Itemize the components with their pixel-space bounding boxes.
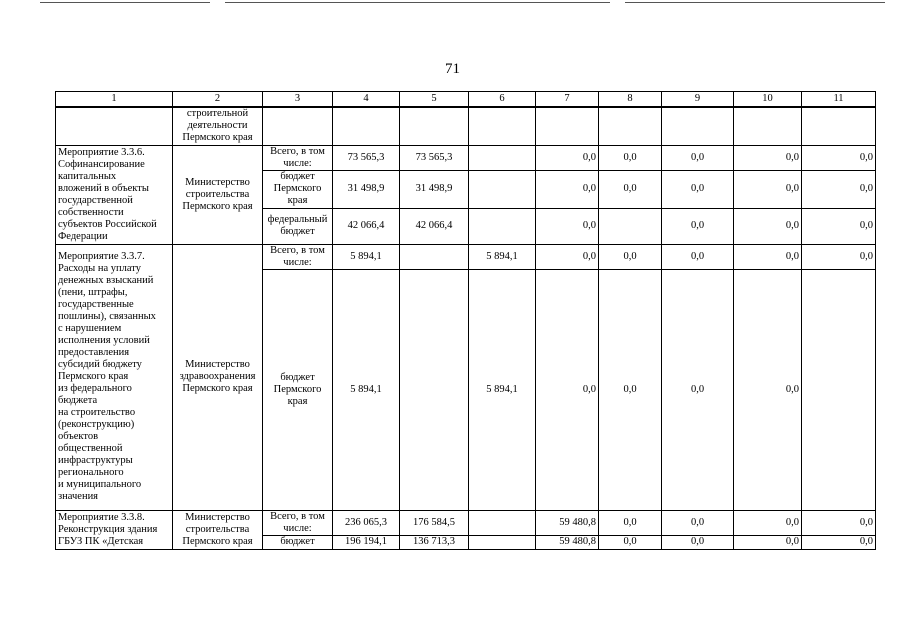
value-cell: 0,0 bbox=[599, 170, 662, 208]
value-cell bbox=[599, 208, 662, 244]
value-cell: 0,0 bbox=[662, 145, 734, 170]
value-cell bbox=[400, 269, 469, 510]
column-header: 6 bbox=[469, 92, 536, 108]
responsible-body-cell: Министерство строительства Пермского края bbox=[173, 145, 263, 244]
value-cell: 0,0 bbox=[662, 269, 734, 510]
measure-name-cell bbox=[56, 107, 173, 145]
value-cell: 0,0 bbox=[599, 269, 662, 510]
value-cell: 0,0 bbox=[536, 269, 599, 510]
responsible-body-cell: Министерство здравоохранения Пермского края bbox=[173, 244, 263, 510]
value-cell: 5 894,1 bbox=[469, 269, 536, 510]
measure-name-cell: Мероприятие 3.3.6. Софинансирование капитальных вложений в объекты государственной собственности субъектов Российской Федерации bbox=[56, 145, 173, 244]
value-cell: 0,0 bbox=[536, 145, 599, 170]
column-header: 8 bbox=[599, 92, 662, 108]
value-cell: 0,0 bbox=[734, 269, 802, 510]
table-row bbox=[56, 145, 876, 170]
value-cell bbox=[469, 208, 536, 244]
value-cell: 0,0 bbox=[802, 145, 876, 170]
value-cell: 0,0 bbox=[662, 244, 734, 269]
value-cell: 5 894,1 bbox=[333, 244, 400, 269]
value-cell: 0,0 bbox=[536, 244, 599, 269]
page-number: 71 bbox=[445, 61, 460, 77]
value-cell: 0,0 bbox=[802, 170, 876, 208]
value-cell: 0,0 bbox=[599, 510, 662, 535]
value-cell bbox=[802, 107, 876, 145]
funding-source-cell: Всего, в том числе: bbox=[263, 510, 333, 535]
funding-source-cell bbox=[263, 107, 333, 145]
value-cell: 0,0 bbox=[662, 208, 734, 244]
top-rule-middle bbox=[225, 2, 610, 3]
value-cell: 176 584,5 bbox=[400, 510, 469, 535]
column-header: 9 bbox=[662, 92, 734, 108]
value-cell: 196 194,1 bbox=[333, 535, 400, 549]
value-cell bbox=[400, 244, 469, 269]
value-cell: 0,0 bbox=[734, 510, 802, 535]
column-number-row bbox=[56, 92, 876, 108]
value-cell: 59 480,8 bbox=[536, 510, 599, 535]
column-header: 11 bbox=[802, 92, 876, 108]
value-cell: 0,0 bbox=[662, 170, 734, 208]
top-rule-left bbox=[40, 2, 210, 3]
value-cell bbox=[469, 145, 536, 170]
measure-name-cell: Мероприятие 3.3.8. Реконструкция здания ГБУЗ ПК «Детская bbox=[56, 510, 173, 549]
column-header: 3 bbox=[263, 92, 333, 108]
funding-source-cell: бюджет bbox=[263, 535, 333, 549]
responsible-body-cell: строительной деятельности Пермского края bbox=[173, 107, 263, 145]
value-cell: 31 498,9 bbox=[333, 170, 400, 208]
value-cell: 0,0 bbox=[802, 535, 876, 549]
value-cell bbox=[469, 535, 536, 549]
value-cell bbox=[469, 510, 536, 535]
value-cell: 136 713,3 bbox=[400, 535, 469, 549]
value-cell: 0,0 bbox=[734, 208, 802, 244]
value-cell bbox=[734, 107, 802, 145]
value-cell: 0,0 bbox=[662, 510, 734, 535]
table-row bbox=[56, 510, 876, 535]
funding-source-cell: Всего, в том числе: bbox=[263, 145, 333, 170]
value-cell bbox=[662, 107, 734, 145]
value-cell bbox=[469, 107, 536, 145]
table-row bbox=[56, 244, 876, 269]
value-cell bbox=[333, 107, 400, 145]
column-header: 4 bbox=[333, 92, 400, 108]
value-cell: 0,0 bbox=[536, 208, 599, 244]
value-cell: 0,0 bbox=[599, 145, 662, 170]
value-cell bbox=[802, 269, 876, 510]
column-header: 2 bbox=[173, 92, 263, 108]
value-cell: 0,0 bbox=[599, 244, 662, 269]
value-cell: 0,0 bbox=[662, 535, 734, 549]
funding-source-cell: федеральный бюджет bbox=[263, 208, 333, 244]
value-cell: 0,0 bbox=[802, 510, 876, 535]
value-cell: 5 894,1 bbox=[469, 244, 536, 269]
value-cell: 0,0 bbox=[734, 535, 802, 549]
top-rule-right bbox=[625, 2, 885, 3]
value-cell: 73 565,3 bbox=[333, 145, 400, 170]
value-cell: 0,0 bbox=[802, 244, 876, 269]
value-cell: 42 066,4 bbox=[400, 208, 469, 244]
budget-table bbox=[55, 91, 876, 550]
value-cell: 0,0 bbox=[734, 244, 802, 269]
value-cell bbox=[400, 107, 469, 145]
value-cell: 31 498,9 bbox=[400, 170, 469, 208]
column-header: 5 bbox=[400, 92, 469, 108]
value-cell: 59 480,8 bbox=[536, 535, 599, 549]
funding-source-cell: бюджет Пермского края bbox=[263, 170, 333, 208]
column-header: 10 bbox=[734, 92, 802, 108]
column-header: 7 bbox=[536, 92, 599, 108]
measure-name-cell: Мероприятие 3.3.7. Расходы на уплату денежных взысканий (пени, штрафы, государственные пошлины), связанных с нарушением исполнения условий предоставления субсидий бюджету Пермского края из федерального бюджета на строительство (реконструкцию) объектов общественной инфраструктуры регионального и муниципального значения bbox=[56, 244, 173, 510]
value-cell bbox=[599, 107, 662, 145]
value-cell: 5 894,1 bbox=[333, 269, 400, 510]
value-cell: 42 066,4 bbox=[333, 208, 400, 244]
value-cell: 0,0 bbox=[599, 535, 662, 549]
value-cell bbox=[469, 170, 536, 208]
value-cell: 73 565,3 bbox=[400, 145, 469, 170]
column-header: 1 bbox=[56, 92, 173, 108]
value-cell: 0,0 bbox=[734, 145, 802, 170]
value-cell bbox=[536, 107, 599, 145]
table-row bbox=[56, 107, 876, 145]
value-cell: 0,0 bbox=[734, 170, 802, 208]
funding-source-cell: Всего, в том числе: bbox=[263, 244, 333, 269]
value-cell: 236 065,3 bbox=[333, 510, 400, 535]
value-cell: 0,0 bbox=[802, 208, 876, 244]
value-cell: 0,0 bbox=[536, 170, 599, 208]
responsible-body-cell: Министерство строительства Пермского края bbox=[173, 510, 263, 549]
funding-source-cell: бюджет Пермского края bbox=[263, 269, 333, 510]
